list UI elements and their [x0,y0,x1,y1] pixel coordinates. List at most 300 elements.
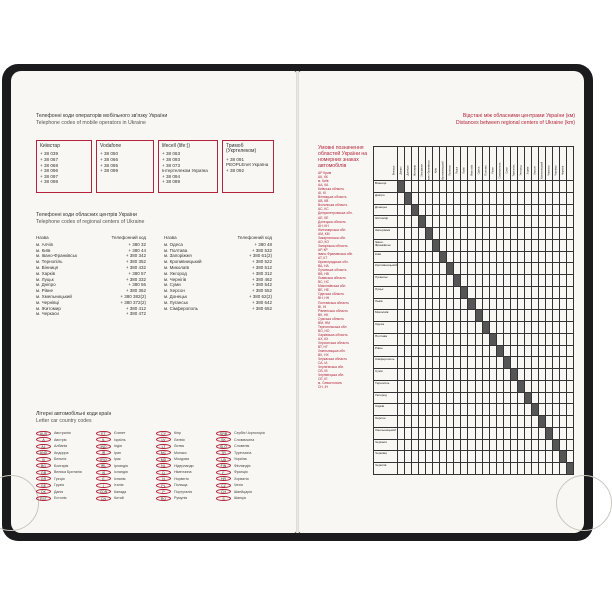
matrix-cell [405,369,412,381]
matrix-cell [567,334,574,346]
matrix-column-label: Полтава [484,165,488,176]
country-name: Естонія [54,496,67,501]
matrix-cell [553,299,560,311]
matrix-cell [525,287,532,299]
matrix-cell [412,451,419,463]
matrix-diagonal-cell [398,181,405,193]
matrix-cell [405,287,412,299]
plate-entry: Київська область [318,187,345,192]
matrix-cell [497,205,504,217]
matrix-cell [511,322,518,334]
matrix-cell [553,416,560,428]
matrix-cell [504,193,511,205]
plate-entry: АР Крим [318,171,332,175]
matrix-cell [490,263,497,275]
matrix-cell [468,193,475,205]
matrix-cell [454,287,461,299]
matrix-cell [560,404,567,416]
matrix-cell [490,428,497,440]
matrix-cell [560,416,567,428]
matrix-cell [433,181,440,193]
region-cell: м. Полтава [164,247,188,253]
matrix-cell [553,287,560,299]
country-column [156,430,204,502]
matrix-cell [419,228,426,240]
matrix-cell [567,369,574,381]
matrix-cell [412,252,419,264]
matrix-cell [476,451,483,463]
matrix-cell [553,216,560,228]
matrix-column-label: Донецьк [406,165,410,176]
matrix-cell [532,416,539,428]
matrix-row [373,263,574,275]
matrix-row [373,393,574,405]
matrix-cell [405,263,412,275]
country-code-oval: FIN [216,463,231,468]
matrix-diagonal-cell [412,205,419,217]
matrix-cell [440,416,447,428]
matrix-cell [454,451,461,463]
matrix-cell [504,252,511,264]
matrix-cell [405,404,412,416]
matrix-cell [525,322,532,334]
matrix-cell [412,263,419,275]
matrix-cell [532,440,539,452]
matrix-cell [468,240,475,252]
distances-title-ua: Відстані між обласними центрами України (км) [462,113,575,119]
matrix-cell [461,240,468,252]
matrix-cell [567,404,574,416]
matrix-cell [553,275,560,287]
matrix-cell [539,451,546,463]
matrix-cell [419,381,426,393]
country-name: Румунія [174,496,188,501]
matrix-cell [419,322,426,334]
matrix-cell [447,451,454,463]
matrix-cell [518,310,525,322]
country-name: Ірак [114,457,121,462]
country-code-oval: HR [216,476,231,481]
matrix-cell [461,228,468,240]
plate-entry: СН, ІН [318,385,328,390]
matrix-cell [398,299,405,311]
matrix-cell [546,216,553,228]
matrix-cell [483,263,490,275]
matrix-cell [433,252,440,264]
matrix-row [373,346,574,358]
matrix-cell [440,346,447,358]
matrix-cell [476,181,483,193]
matrix-column-label: Миколаїв [470,164,474,177]
country-name: Фінляндія [234,463,251,468]
matrix-cell [476,228,483,240]
plate-entry: АР, КР [318,247,328,252]
matrix-cell [412,440,419,452]
region-cell: м. Рівне [36,288,53,294]
matrix-cell [433,451,440,463]
matrix-cell [412,193,419,205]
matrix-row [373,404,574,416]
matrix-row [373,463,574,475]
matrix-cell [419,181,426,193]
matrix-cell [476,299,483,311]
matrix-cell [511,252,518,264]
matrix-cell [532,451,539,463]
matrix-cell [405,240,412,252]
matrix-cell [560,205,567,217]
matrix-cell [553,393,560,405]
matrix-cell [546,416,553,428]
matrix-cell [532,299,539,311]
matrix-cell [497,181,504,193]
country-name: Китай [114,496,124,501]
matrix-cell [426,393,433,405]
matrix-row-label: Ужгород [373,393,398,405]
matrix-row [373,275,574,287]
matrix-cell [440,393,447,405]
matrix-cell [567,205,574,217]
matrix-cell [567,310,574,322]
matrix-cell [539,334,546,346]
matrix-cell [497,263,504,275]
plate-entry: Луганська область [318,268,347,273]
region-cell: + 380 372(2) [120,299,146,305]
country-name: Нідерланди [174,463,194,468]
matrix-cell [497,404,504,416]
matrix-cell [461,310,468,322]
matrix-cell [419,287,426,299]
matrix-cell [539,193,546,205]
matrix-cell [419,275,426,287]
country-code-oval: E [96,476,111,481]
matrix-cell [454,428,461,440]
plate-entry: ВН, НН [318,296,330,301]
plate-entry: Харківська область [318,332,348,337]
matrix-row-label: Сімферополь [373,357,398,369]
plate-entry: АС, КС [318,207,329,212]
operator-code: + 38 066 [100,157,119,162]
page-corner-arc [0,475,39,531]
mobile-codes-title [36,113,167,126]
plate-entry: АМ, КМ [318,231,330,236]
matrix-cell [504,322,511,334]
country-row [156,495,204,502]
region-cell: + 380 332 [125,276,146,282]
matrix-cell [511,310,518,322]
matrix-cell [461,404,468,416]
matrix-cell [525,463,532,475]
matrix-column-label: Івано-Франківськ [427,160,431,181]
matrix-cell [398,369,405,381]
plate-entry: ВА, НА [318,264,329,269]
matrix-cell [398,334,405,346]
matrix-column-label: Сімферополь [498,162,502,179]
matrix-cell [398,428,405,440]
operator-code: + 38 097 [40,173,59,179]
matrix-cell [539,357,546,369]
matrix-row-label: Донецьк [373,205,398,217]
matrix-column-label: Херсон [533,166,537,175]
matrix-cell [476,252,483,264]
matrix-cell [461,299,468,311]
matrix-row-label: Житомир [373,216,398,228]
matrix-cell [447,463,454,475]
matrix-cell [433,334,440,346]
matrix-cell [447,404,454,416]
region-cell: м. Суми [164,282,181,288]
matrix-cell [483,334,490,346]
matrix-column-header [561,146,574,181]
matrix-cell [405,334,412,346]
matrix-cell [426,205,433,217]
matrix-cell [412,216,419,228]
matrix-cell [483,357,490,369]
country-code-oval: MD [156,457,171,462]
matrix-cell [454,193,461,205]
plate-entry: АТ, КТ [318,255,328,260]
matrix-body [373,181,574,475]
matrix-cell [483,181,490,193]
matrix-cell [454,346,461,358]
matrix-cell [433,193,440,205]
matrix-cell [412,404,419,416]
matrix-column-label: Кропивницький [441,161,445,180]
matrix-cell [532,381,539,393]
matrix-diagonal-cell [483,322,490,334]
matrix-column-headers [373,146,574,181]
matrix-cell [532,252,539,264]
matrix-cell [518,369,525,381]
region-cell: + 380 522 [251,259,272,265]
matrix-row [373,451,574,463]
region-cell: м. Алчів [36,241,53,247]
region-cell [152,311,214,317]
matrix-row-label: Львів [373,299,398,311]
matrix-cell [567,440,574,452]
matrix-cell [440,334,447,346]
matrix-row [373,287,574,299]
matrix-cell [546,228,553,240]
matrix-cell [398,240,405,252]
matrix-cell [567,451,574,463]
matrix-cell [518,287,525,299]
matrix-cell [433,299,440,311]
matrix-cell [468,228,475,240]
country-code-oval: AUS [36,431,51,436]
plate-entry: АА, КА [318,183,329,188]
country-name: Норвегія [174,476,189,481]
matrix-cell [539,252,546,264]
matrix-cell [454,299,461,311]
matrix-cell [532,193,539,205]
matrix-cell [461,393,468,405]
matrix-cell [468,381,475,393]
matrix-diagonal-cell [426,228,433,240]
matrix-cell [454,440,461,452]
matrix-cell [518,440,525,452]
matrix-cell [560,310,567,322]
matrix-cell [461,263,468,275]
operator-box [158,140,218,193]
matrix-cell [567,252,574,264]
region-cell: м. Чернігів [164,276,187,282]
matrix-cell [398,310,405,322]
region-cell: + 380 352 [125,259,146,265]
matrix-cell [560,275,567,287]
matrix-cell [511,240,518,252]
matrix-cell [483,381,490,393]
operator-code: + 38 096 [40,168,59,174]
plate-entry: АІ, КІ [318,191,326,196]
country-name: Бельгія [54,457,67,462]
matrix-cell [525,205,532,217]
matrix-cell [454,369,461,381]
operator-code: + 38 092 [226,168,245,173]
matrix-cell [476,404,483,416]
matrix-cell [525,263,532,275]
matrix-cell [518,275,525,287]
matrix-diagonal-cell [454,275,461,287]
matrix-cell [440,216,447,228]
plate-entry: Миколаївська обл. [318,284,347,289]
matrix-cell [504,228,511,240]
country-name: Австрія [54,437,67,442]
matrix-cell [426,357,433,369]
matrix-cell [447,334,454,346]
plate-entry: СВ, ІВ [318,369,328,374]
matrix-cell [405,357,412,369]
matrix-diagonal-cell [504,357,511,369]
matrix-cell [461,252,468,264]
matrix-cell [398,228,405,240]
matrix-cell [398,463,405,475]
matrix-cell [490,181,497,193]
matrix-row-label: Рівне [373,346,398,358]
operator-codes [40,151,88,185]
matrix-cell [490,216,497,228]
matrix-cell [440,228,447,240]
plate-entry: Львівська область [318,276,346,281]
matrix-cell [426,334,433,346]
country-code-oval: CY [156,431,171,436]
matrix-cell [497,287,504,299]
matrix-cell [518,263,525,275]
matrix-row [373,440,574,452]
matrix-cell [454,252,461,264]
matrix-cell [483,440,490,452]
matrix-column-label: Одеса [477,166,481,175]
matrix-cell [483,228,490,240]
matrix-cell [454,240,461,252]
letters-title-en: Letter car country codes [36,417,92,424]
operator-code: + 38 099 [100,168,119,174]
matrix-cell [433,416,440,428]
matrix-cell [461,440,468,452]
matrix-cell [490,463,497,475]
plate-entry: Житомирська обл. [318,227,347,232]
operator-code: + 38 068 [40,162,59,168]
matrix-cell [525,416,532,428]
matrix-cell [426,216,433,228]
matrix-cell [440,428,447,440]
matrix-cell [468,334,475,346]
matrix-row-label: Луцьк [373,287,398,299]
matrix-cell [532,240,539,252]
plate-entry: СЕ, ІЕ [318,377,328,382]
matrix-cell [447,369,454,381]
matrix-cell [447,205,454,217]
matrix-cell [504,181,511,193]
matrix-cell [412,275,419,287]
matrix-cell [440,357,447,369]
matrix-cell [419,463,426,475]
matrix-cell [532,263,539,275]
matrix-cell [461,205,468,217]
matrix-cell [461,428,468,440]
country-code-oval: IND [96,444,111,449]
matrix-cell [553,181,560,193]
matrix-column-label: Львів [462,167,466,174]
country-codes [36,430,276,501]
matrix-cell [454,216,461,228]
matrix-cell [405,216,412,228]
country-code-oval: I [96,483,111,488]
matrix-cell [504,381,511,393]
matrix-cell [560,193,567,205]
matrix-column-label: Тернопіль [512,164,516,177]
region-cell: + 380 432 [125,264,146,270]
matrix-row [373,193,574,205]
matrix-cell [525,369,532,381]
matrix-cell [546,463,553,475]
matrix-cell [497,440,504,452]
country-code-oval: EST [36,496,51,501]
matrix-cell [433,393,440,405]
matrix-cell [476,193,483,205]
matrix-cell [419,193,426,205]
country-name: Іран [114,450,121,455]
matrix-cell [490,299,497,311]
matrix-diagonal-cell [468,299,475,311]
matrix-cell [412,181,419,193]
matrix-cell [497,393,504,405]
matrix-row-label: Полтава [373,334,398,346]
country-row [216,495,264,502]
matrix-cell [525,240,532,252]
matrix-cell [440,369,447,381]
operator-codes [162,151,214,185]
region-cell: м. Одеса [164,241,183,247]
matrix-cell [405,440,412,452]
matrix-cell [405,299,412,311]
country-code-oval: LT [156,444,171,449]
matrix-cell [468,357,475,369]
matrix-cell [553,334,560,346]
matrix-cell [476,346,483,358]
matrix-cell [518,416,525,428]
matrix-cell [483,404,490,416]
matrix-cell [525,381,532,393]
matrix-cell [560,393,567,405]
matrix-cell [518,299,525,311]
matrix-cell [405,181,412,193]
country-column [36,430,84,502]
matrix-cell [447,310,454,322]
matrix-cell [454,228,461,240]
country-code-oval: MC [156,450,171,455]
matrix-cell [532,275,539,287]
plate-entry: Рівненська область [318,308,348,313]
